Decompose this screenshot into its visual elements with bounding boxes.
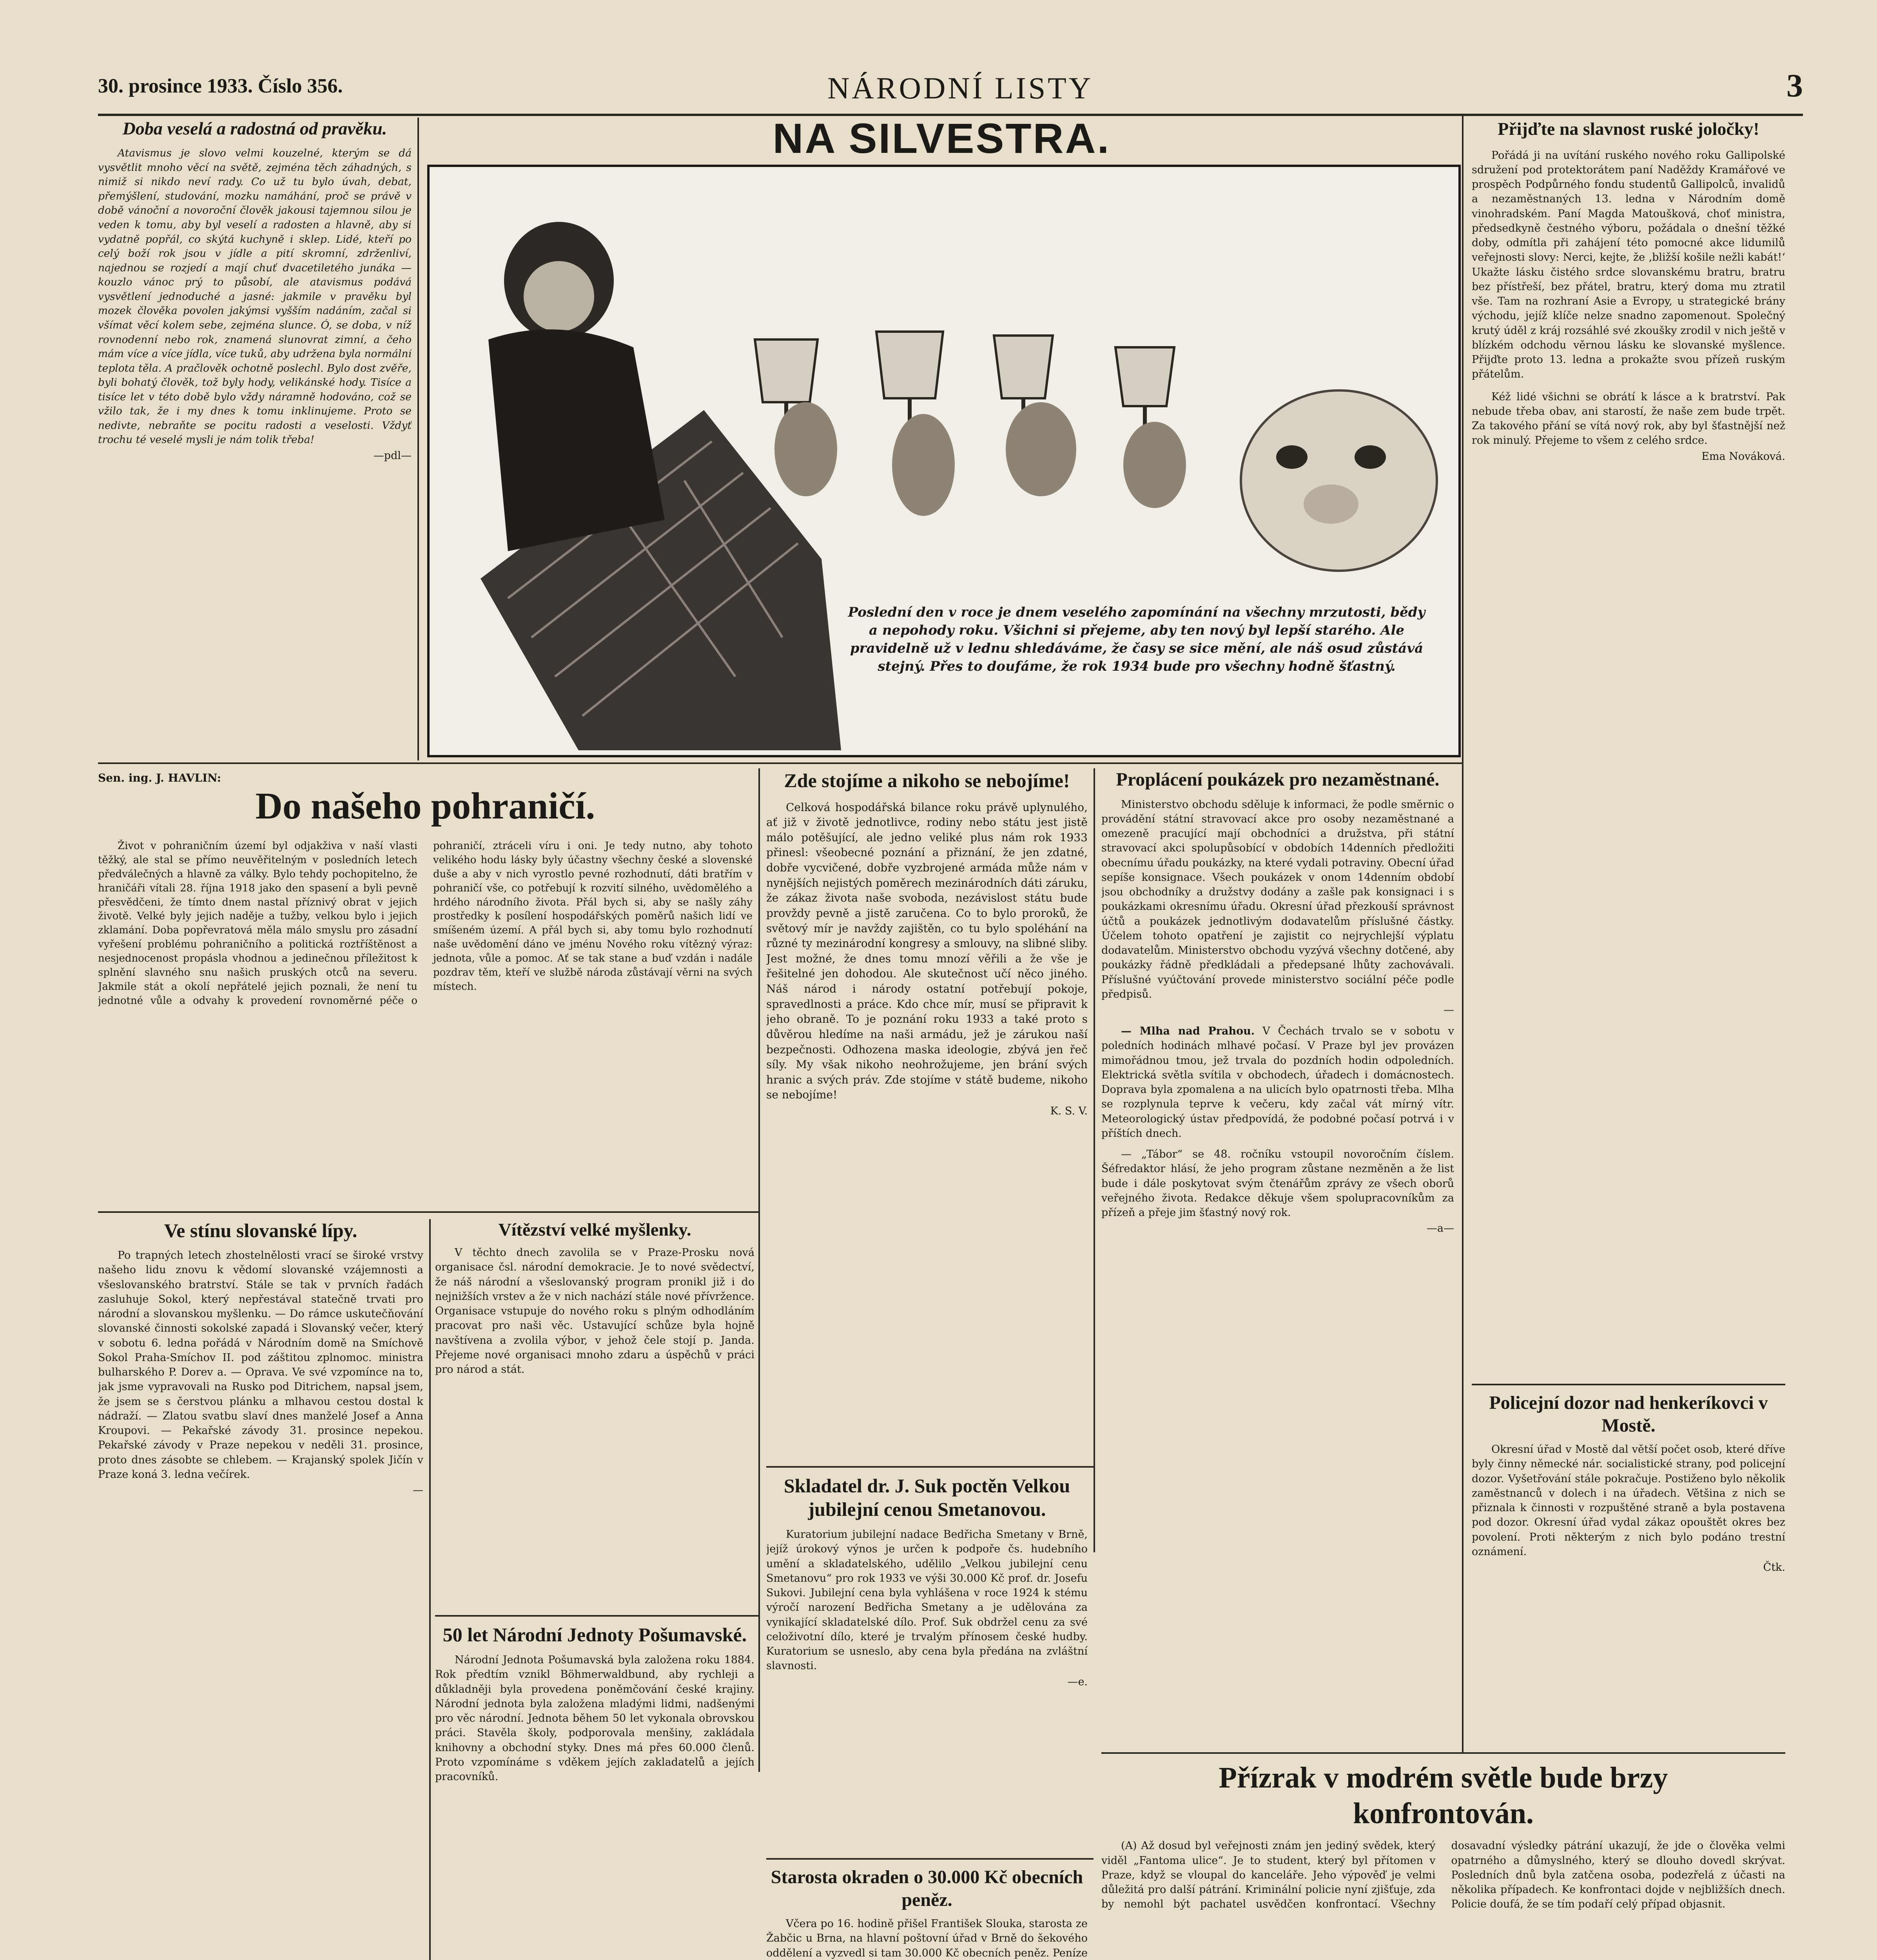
article-body: V těchto dnech zavolila se v Praze-Prosku nová organisace čsl. národní demokracie. Je to nové svědectví, že náš národní a všeslovanský program pronikl již i do nejnižších vrstev a že v nich nachází stále nové přívržence. Organisace vstupuje do nového roku s plným odhodláním pracovat pro naši věc. Ustavující schůze byla hojně navštívena a zvolila výbor, v jehož čele stojí p. Janda. Přejeme nové organisaci mnoho zdaru a úspěchů v práci pro národ a stát.: [435, 1247, 754, 1376]
article-tabor: — „Tábor“ se 48. ročníku vstoupil novoročním číslem. Šéfredaktor hlásí, že jeho program zůstane nezměněn a že list bude i dále poskytovat svým čtenářům zprávy ze všech oborů veřejného života. Redakce děkuje všem spolupracovníkům za přízeň a přeje jim šťastný nový rok.: [1101, 1148, 1454, 1219]
article-signature: K. S. V.: [1050, 1105, 1088, 1117]
article-body: (A) Až dosud byl veřejnosti znám jen jediný svědek, který viděl „Fantoma ulice“. Je to student, který byl přítomen v Praze, když se vloupal do kanceláře. Jeho výpověď je velmi důležitá pro další pátrání. Kriminální policie nyní zjišťuje, zda by nemohl být pachatel usvědčen konfrontací. Všechny dosavadní výsledky pátrání ukazují, že jde o člověka velmi opatrného a důmyslného, který se dlouho dovedl skrývat. Posledních dnů byla zatčena osoba, podezřelá z účasti na několika případech. Ke konfrontaci dojde v nejbližších dnech. Policie doufá, že se tím podaří celý případ objasnit.: [1101, 1840, 1785, 1911]
article-starosta-okraden: [766, 1866, 1088, 1960]
article-50-let-jednota: [435, 1623, 754, 1960]
photo-caption: Poslední den v roce je dnem veselého zapomínání na všechny mrzutosti, bědy a nepohody roku. Všichni si přejeme, aby ten nový byl lepší starého. Ale pravidelně už v lednu shledáváme, že časy se sice mění, ale náš osud zůstává stejný. Přes to doufáme, že rok 1934 bude pro všechny hodně šťastný.: [848, 604, 1425, 674]
article-body: Život v pohraničním území byl odjakživa v naší vlasti těžký, ale stal se přímo neuvěřitelným v posledních letech předválečných a hlavně za války. Bylo tehdy pochopitelno, že hraničáři vítali 28. října 1918 jako den spasení a byli pevně přesvědčeni, že tímto dnem nastal příznivý obrat v jejich životě. Velké byly jejich naděje a tužby, velkou bylo i jejich zklamání. Doba popřevratová měla málo smyslu pro zásadní vyřešení problému pohraničního a politická roztříštěnost a nesjednocenost propásla vhodnou a jedinečnou příležitost k splnění slavného snu našich pruských otců na severu. Jakmile stát a okolí nepřátelé jejich poznali, že není tu jednotné vůle a odvahy k provedení rovnoměrné péče o pohraničí, ztráceli víru i oni. Je tedy nutno, aby tohoto velikého hodu lásky byly účastny všechny české a slovenské duše a aby v nich vyrostlo pevné rozhodnutí, dáti bratřím v pohraničí vše, co potřebují k rozvití silného, uvědomělého a hrdého národního života. Přál bych si, aby se našly záhy prostředky k posílení hospodářských poměrů našich lidí ve smíšeném území. A přál bych si, aby tomu bylo rozhodnutí naše uvědomění dáno ve jménu Nového roku vítězný výraz: jednota, vůle a pomoc. Ať se tak stane a buď vzdán i nadále pozdrav těm, kteří ve službě národa zůstávají věrni na svých místech.: [98, 840, 753, 1007]
article-body: Kuratorium jubilejní nadace Bedřicha Smetany v Brně, jejíž úrokový výnos je určen k podpoře čs. hudebního umění a skladatelského, udělilo „Velkou jubilejní cenu Smetanovu“ pro rok 1933 ve výši 30.000 Kč prof. dr. Josefu Sukovi. Jubilejní cena byla vyhlášena v roce 1924 k stému výročí narození Bedřicha Smetany a je udělována za vynikající skladatelské dílo. Prof. Suk obdržel cenu za své celoživotní dílo, které je trvalým přínosem české hudby. Kuratorium se usneslo, aby cena byla předána na zvláštní slavnosti.: [766, 1528, 1088, 1672]
article-vitezstvi: [435, 1219, 754, 1603]
article-body: Národní Jednota Pošumavská byla založena roku 1884. Rok předtím vznikl Böhmerwaldbund, aby rychleji a důkladněji byla provedena poněmčování české krajiny. Národní jednota byla založena mladými lidmi, nadšenými pro věc národní. Jednota během 50 let vykonala obrovskou práci. Stavěla školy, podporovala menšiny, zakládala knihovny a obchodní styky. Dnes má přes 60.000 členů. Proto vzpomínáme s vděkem jejích zakladatelů a jejích pracovníků.: [435, 1654, 754, 1783]
article-prizrak: [1101, 1760, 1785, 1960]
article-body: Atavismus je slovo velmi kouzelné, kterým se dá vysvětlit mnoho věcí na světě, zejména těch záhadných, s nimiž si nikdo neví rady. Co už tu bylo úvah, debat, přemýšlení, studování, mozku namáhání, proč se právě v době vánoční a novoroční člověk jakousi tajemnou silou je veden k tomu, aby byl veselí a radosten a hlavně, aby si vydatně popřál, co skýtá kuchyně i sklep. Lidé, kteří po celý boží rok jsou v jídle a pití skromní, zdrženliví, najednou se rozjedí a mají chuť dvacetiletého junáka — kouzlo vánoc prý to působí, ale atavismus podává vysvětlení jednoduché a jasné: jakmile v pravěku byl mozek člověka povolen jakýmsi vyšším nadáním, začal si všímat věcí kolem sebe, zejména slunce. Ó, se doba, v níž rovnodenní nebo rok, znamená slunovrat zimní, a čeho mám více a více jídla, více tuků, aby udržena byla normální teplota těla. A pračlověk ochotně poslechl. Bylo dost zvěře, byli bohatý člověk, tož byly hody, velikánské hody. Tisíce a tisíce let v této době bylo vždy náramně hodováno, což se vžilo tak, že i my dnes k tomu inklinujeme. Proto se nedivte, nebraňte se pocitu radosti a veselosti. Vždyť trochu té veselé mysli je nám tolik třeba!: [98, 147, 412, 446]
article-signature: Ema Nováková.: [1701, 450, 1785, 463]
article-signature: —: [413, 1484, 423, 1496]
article-title: Starosta okraden o 30.000 Kč obecních peněz.: [771, 1867, 1083, 1910]
article-title: Vítězství velké myšlenky.: [498, 1220, 691, 1240]
article-title: Přijďte na slavnost ruské joločky!: [1498, 119, 1759, 139]
mlha-body: V Čechách trvalo se v sobotu v poledních hodinách mlhavé počasí. V Praze byl jev provázen mimořádnou tmou, jež trvala do pozdních hodin odpoledních. Elektrická světla svítila v obchodech, úřadech i domácnostech. Doprava byla zpomalena a na ulicích bylo opatrnosti třeba. Mlha se rozplynula teprve k večeru, kdy začal vát mírný vítr. Meteorologický ústav předpovídá, že podobné počasí potrvá i v příštích dnech.: [1101, 1025, 1454, 1140]
page-header: [98, 67, 1803, 116]
article-title: Proplácení poukázek pro nezaměstnané.: [1116, 769, 1440, 790]
masthead: NÁRODNÍ LISTY: [827, 71, 1094, 105]
article-title: Doba veselá a radostná od pravěku.: [122, 118, 387, 138]
article-body: Okresní úřad v Mostě dal větší počet osob, které dříve byly činny německé nár. socialistické strany, pod policejní dozor. Vyšetřování stále pokračuje. Postiženo bylo několik zaměstnanců v dolech i na úřadech. Většina z nich se přiznala k činnosti v rozpuštěné straně a byla postavena pod dozor. Okresní úřad vydal zákaz opouštět okres bez povolení. Proti některým z nich bylo podáno trestní oznámení.: [1472, 1443, 1785, 1558]
article-signature: —: [1444, 1004, 1454, 1016]
article-body: Celková hospodářská bilance roku právě uplynulého, ať již v životě jednotlivce, rodiny nebo státu jest jistě málo potěšující, ale jedno veliké plus nám rok 1933 přinesl: všeobecné poznání a přiznání, že jen zdatné, dobře vycvičené, dobře vyzbrojené armáda může nám v nynějších nejistých poměrech mezinárodních dáti záruku, že zákaz života naše svoboda, nezávislost státu bude provždy pevně a jistě zaručena. Co to bylo proroků, že světový mír je navždy zajištěn, co tu bylo spoléhání na různé ty mezinárodní kongresy a smlouvy, na slibné sliby. Jest možné, že dnes tomu mnozí věřili a že vše je řešitelné jen dohodou. Ale skutečnost učí něco jiného. Náš národ i národy ostatní potřebují pokoje, spravedlnosti a práce. Kdo chce mír, musí se připravit k jeho obraně. To je poznání roku 1933 a také proto s důvěrou hledíme na naši armádu, jež je zárukou naší bezpečnosti. Odhozena maska ideologie, zbývá jen řeč síly. My však nikoho neohrožujeme, jen brání svých hranic a svých práv. Zde stojíme v státě budeme, nikoho se nebojíme!: [766, 800, 1088, 1102]
photo-title: NA SILVESTRA.: [773, 114, 1111, 162]
issue-date: 30. prosince 1933. Číslo 356.: [98, 75, 343, 97]
article-title: Ve stínu slovanské lípy.: [164, 1220, 357, 1241]
article-na-silvestra-title: [427, 114, 1456, 165]
page-number: 3: [1786, 67, 1803, 104]
article-title: Přízrak v modrém světle bude brzy konfrontován.: [1219, 1761, 1668, 1830]
article-body: Po trapných letech zhostelnělosti vrací se široké vrstvy našeho lidu znovu k vědomí slovanské vzájemnosti a všeslovanského bratrství. Stále se tak v prvních řadách zasluhuje Sokol, který nepřestával statečně trvati pro národní a slovanskou myšlenku. — Do rámce uskutečňování slovanské činnosti sokolské zapadá i Slovanský večer, který v sobotu 6. ledna pořádá v Národním domě na Smíchově Sokol Praha-Smíchov II. pod záštitou zplnomoc. ministra bulharského P. Dorev a. — Oprava. Ve své vzpomínce na to, jak jsme vypravovali na Rusko pod Ditrichem, napsal jsem, že jsem se s čerstvou plánku a mlhavou cestou dostal k nádraží. — Zlatou svatbu slaví dnes manželé Josef a Anna Kroupovi. — Pekařské závody 31. prosince nepekou. Pekařské závody v Praze nepekou v neděli 31. prosince, proto dnes zásobte se chlebem. — Krajanský spolek Jičín v Praze koná 3. ledna večírek.: [98, 1249, 423, 1481]
article-body: Včera po 16. hodině přišel František Slouka, starosta ze Žabčic u Brna, na hlavní poštovní úřad v Brně do šekového oddělení a vyzvedl si tam 30.000 Kč obecních peněz. Peníze: [766, 1918, 1088, 1959]
article-signature: Čtk.: [1763, 1561, 1785, 1574]
article-body: Pořádá ji na uvítání ruského nového roku Gallipolské sdružení pod protektorátem paní Naděždy Kramářové ve prospěch Podpůrného fondu studentů Gallipolců, invalidů a nezaměstnaných 13. ledna v Národním domě vinohradském. Paní Magda Matoušková, choť ministra, předsedkyně čestného výboru, požádala o dnešní těžké doby, odmítla při zahájení této pomocné akce lidumilů veřejnosti slovy: Nerci, kejte, že ‚bližší košile nežli kabát!‘ Ukažte lásku čistého srdce slovanskému bratru, bratru bez přístřeší, bez přátel, bratru, který doma mu ztratil vše. Tam na rozhraní Asie a Evropy, u strategické brány východu, jejíž klíče nelze snadno zapomenout. Společný krutý úděl z kráj rozsáhlé své zkoušky zrodil v nich ještě v blízkém odchodu věrnou lásku ke slovanské myšlence. Přijďte proto 13. ledna a prokažte svou přízeň ruským přátelům.: [1472, 149, 1785, 381]
article-suk: [766, 1474, 1088, 1846]
article-title: Skladatel dr. J. Suk poctěn Velkou jubilejní cenou Smetanovou.: [783, 1475, 1070, 1520]
article-proplaceni: [1101, 768, 1454, 1301]
article-policejni-dozor: [1472, 1392, 1785, 1744]
article-title: Policejní dozor nad henkeríkovci v Mostě.: [1489, 1392, 1768, 1436]
article-signature: —pdl—: [373, 450, 412, 462]
article-body: Ministerstvo obchodu sděluje k informaci, že podle směrnic o provádění státní stravovací akce pro osoby nezaměstnané a omezeně pracující mají obchodníci a družstva, při státní stravovací akci spolupůsobící v obdobích 14denních předložiti obecnímu úřadu poukázky, na které vydali potraviny. Obecní úřad sepíše konsignace. Všech poukázek v onom 14denním období jsou obchodníky a družstvy dodány a zašle pak konsignaci i s poukázkami okresnímu úřadu. Okresní úřad přezkouší správnost účtů a poukázek jednotlivým dodavatelům příslušné částky. Účelem tohoto opatření je zajistit co nejrychlejší výplatu dodavatelům. Ministerstvo obchodu vyzývá všechny dotčené, aby poukázky řádně předkládali a předepsané lhůty zachovávali. Příslušné vyúčtování provede ministerstvo sociální péče podle předpisů.: [1101, 798, 1454, 1000]
article-byline: Sen. ing. J. HAVLIN:: [98, 771, 221, 784]
article-ve-stinu-lipy: [98, 1219, 423, 1960]
article-do-naseho-pohranici: [98, 768, 753, 1203]
article-jolocky: [1472, 118, 1785, 1360]
article-zde-stojime: [766, 768, 1088, 1458]
article-body-2: Kéž lidé všichni se obrátí k lásce a k bratrství. Pak nebude třeba obav, ani starostí, že naše zem bude trpět. Za takového přání se vítá nový rok, aby byl šťastnější než rok minulý. Přejeme to všem z celého srdce.: [1472, 390, 1785, 447]
article-signature-tabor: —a—: [1426, 1222, 1454, 1235]
article-title: Zde stojíme a nikoho se nebojíme!: [784, 769, 1070, 791]
article-mlha: [1101, 1024, 1454, 1141]
article-signature: —e.: [1067, 1675, 1088, 1688]
article-title: 50 let Národní Jednoty Pošumavské.: [443, 1624, 747, 1646]
article-doba-vesela: [98, 118, 412, 757]
article-title: Do našeho pohraničí.: [255, 785, 595, 827]
mlha-title: — Mlha nad Prahou.: [1121, 1025, 1255, 1038]
